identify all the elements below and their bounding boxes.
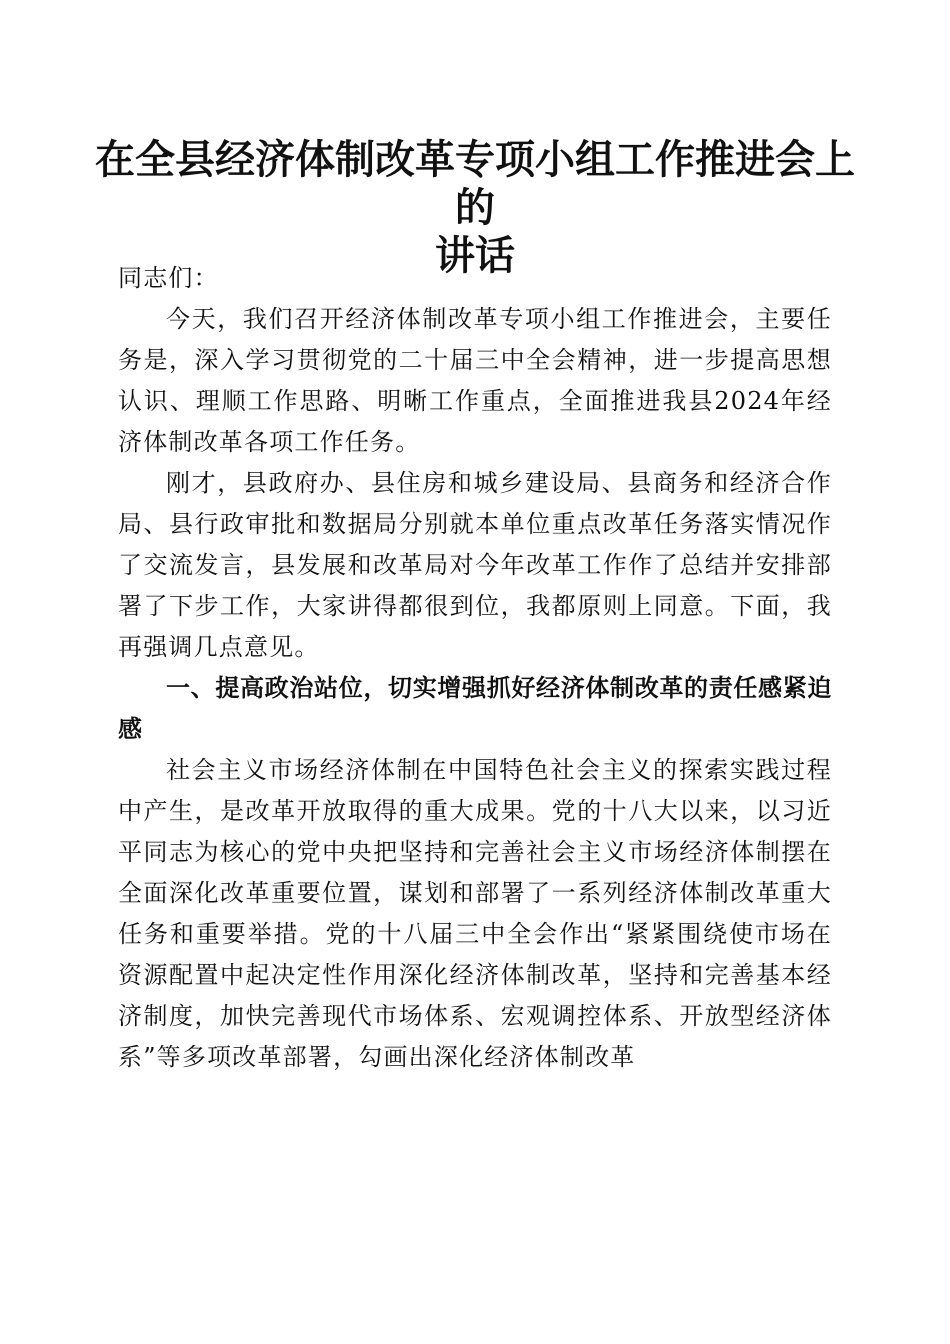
section-heading-1: 一、提高政治站位，切实增强抓好经济体制改革的责任感紧迫感 [118, 674, 832, 743]
document-body [118, 258, 832, 1078]
section-1-paragraph: 社会主义市场经济体制在中国特色社会主义的探索实践过程中产生，是改革开放取得的重大成果。党的十八大以来，以习近平同志为核心的党中央把坚持和完善社会主义市场经济体制摆在全面深化改革重要位置，谋划和部署了一系列经济体制改革重大任务和重要举措。党的十八届三中全会作出“紧紧围绕使市场在资源配置中起决定性作用深化经济体制改革，坚持和完善基本经济制度，加快完善现代市场体系、宏观调控体系、开放型经济体系”等多项改革部署，勾画出深化经济体制改革 [118, 756, 832, 1071]
title-line-2: 讲话 [435, 232, 515, 279]
salutation: 同志们： [118, 264, 219, 292]
paragraph-opening: 今天，我们召开经济体制改革专项小组工作推进会，主要任务是，深入学习贯彻党的二十届三中全会精神，进一步提高思想认识、理顺工作思路、明晰工作重点，全面推进我县2024年经济体制改革各项工作任务。 [118, 305, 832, 456]
paragraph-summary: 刚才，县政府办、县住房和城乡建设局、县商务和经济合作局、县行政审批和数据局分别就本单位重点改革任务落实情况作了交流发言，县发展和改革局对今年改革工作作了总结并安排部署了下步工作，大家讲得都很到位，我都原则上同意。下面，我再强调几点意见。 [118, 469, 832, 661]
title-line-1: 在全县经济体制改革专项小组工作推进会上的 [95, 136, 855, 231]
